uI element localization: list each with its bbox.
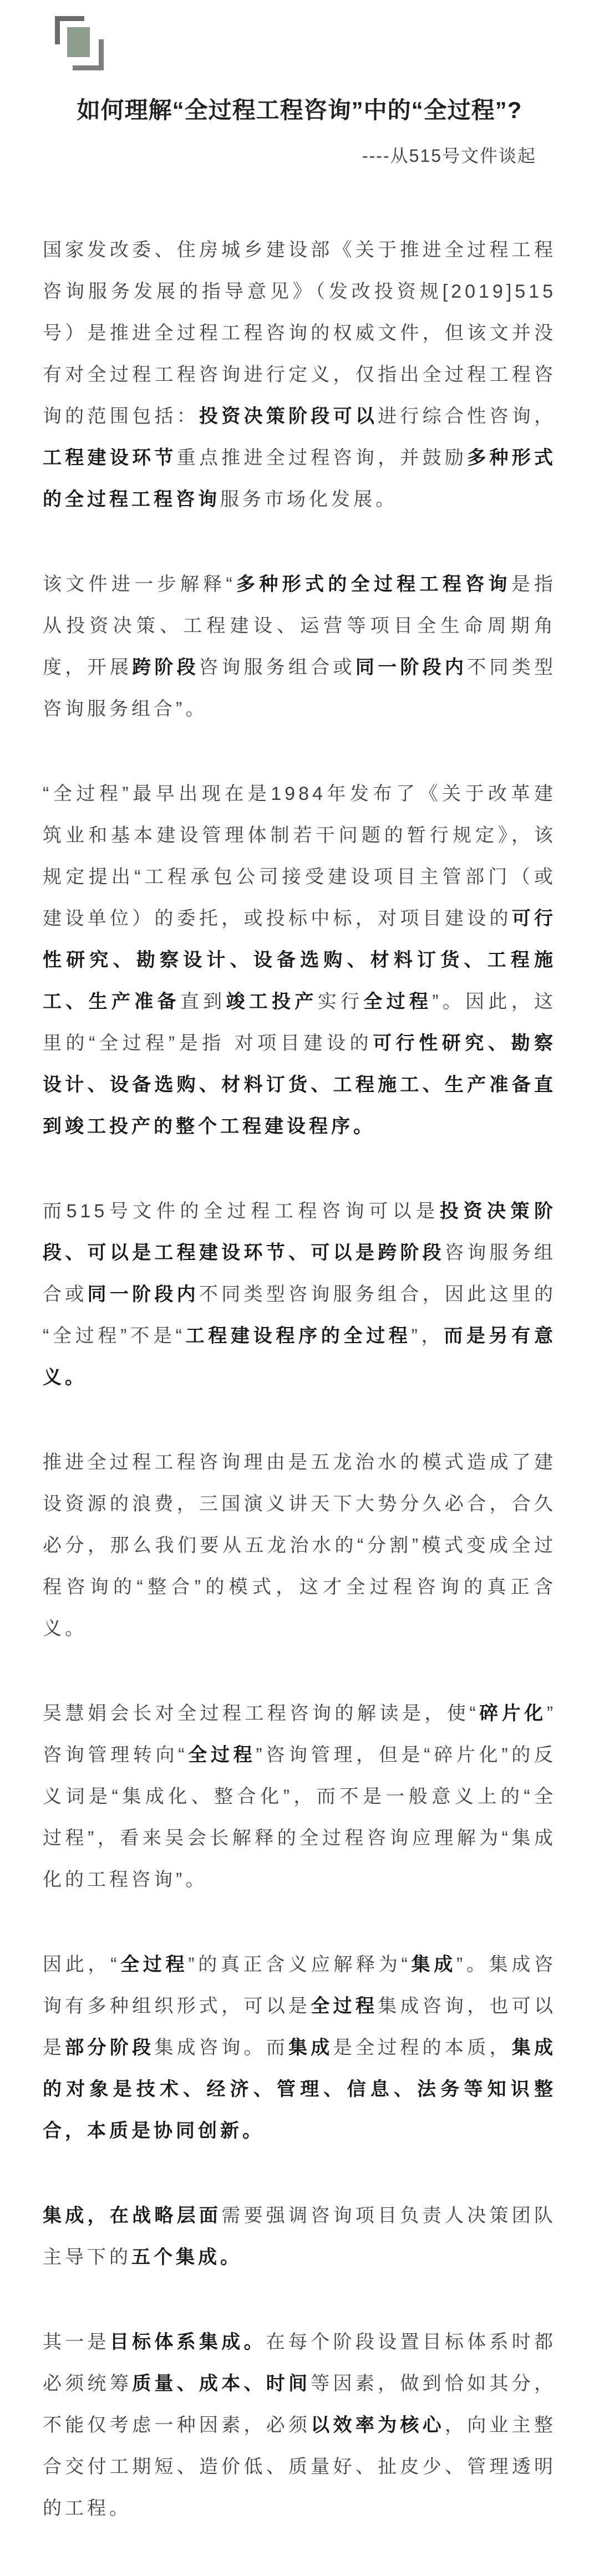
bold-text-run: 集成，在战略层面 [43,2205,222,2226]
paragraph [43,1191,556,1399]
bold-text-run: 质量、成本、时间 [132,2373,311,2394]
text-run: 是全过程的本质， [333,2037,512,2058]
page-title: 如何理解“全过程工程咨询”中的“全过程”? [77,97,522,123]
text-run: 吴慧娟会长对全过程工程咨询的解读是，使“ [43,1702,479,1724]
text-run: 国家发改委、住房城乡建设部《关于推进全过程工程咨询服务发展的指导意见》（发改投资规[2019]515号）是推进全过程工程咨询的权威文件，但该文并没有对全过程工程咨询进行定义，仅指出全过程工程咨询的范围包括： [43,239,556,427]
logo-bracket-bottom-right-icon [73,39,104,70]
text-run: 因此，“ [43,1953,120,1975]
paragraph [43,1693,556,1901]
paragraph [43,2322,556,2529]
bold-text-run: 同一阶段内 [87,1283,199,1305]
bold-text-run: 可行性研究、勘察设计、设备选购、材料订货、工程施工、生产准备 [43,907,557,1012]
text-run: 是指从投资决策、工程建设、运营等项目全生命周期角度，开展 [43,573,557,678]
text-run: 咨询服务组合或 [43,1242,557,1305]
paragraph [43,773,556,1147]
brand-logo [55,16,105,72]
article-body [43,229,556,2529]
text-run: 需要强调咨询项目负责人决策团队主导下的 [43,2205,557,2268]
bold-text-run: 碎片化 [479,1702,547,1724]
bold-text-run: 工程建设环节 [43,447,177,468]
text-run: 进行综合性咨询， [378,405,557,427]
bold-text-run: 工程建设程序的全过程 [185,1325,412,1346]
bold-text-run: 全过程 [187,1744,256,1766]
bold-text-run: 投资决策阶段、可以是工程建设环节、可以是跨阶段 [43,1200,557,1263]
paragraph [43,1442,556,1650]
text-run: ”咨询管理，但是“碎片化”的反义词是“集成化、整合化”，而不是一般意义上的“全过程”，看来吴会长解释的全过程咨询应理解为“集成化的工程咨询”。 [43,1744,557,1890]
text-run: 在每个阶段设置目标体系时都必须统筹 [43,2331,557,2394]
text-run: ”， [411,1325,444,1346]
bold-text-run: 跨阶段 [132,656,199,678]
bold-text-run: 多种形式的全过程工程咨询 [43,447,557,510]
paragraph [43,229,556,521]
text-run: 等因素，做到恰如其分，不能仅考虑一种因素，必须 [43,2373,557,2436]
text-run: 集成咨询。而 [154,2037,289,2058]
bold-text-run: 部分阶段 [65,2037,155,2058]
bold-text-run: 可行性研究、勘察设计、设备选购、材料订货、工程施工、生产准备直到竣工投产的整个工程建设程序。 [43,1032,557,1137]
text-run: ”。因此，这里的“全过程”是指 对项目建设的 [43,991,557,1054]
bold-text-run: 多种形式的全过程工程咨询 [235,573,511,595]
bold-text-run: 全过程 [120,1953,189,1975]
bold-text-run: 以效率为核心 [311,2414,445,2436]
text-run: 不同类型咨询服务组合”。 [43,656,557,720]
bold-text-run: 目标体系集成。 [109,2331,266,2353]
text-run: ”的真正含义应解释为“ [188,1953,411,1975]
bold-text-run: 五个集成。 [131,2246,242,2268]
bold-text-run: 集成 [410,1953,456,1975]
text-run: 而515号文件的全过程工程咨询可以是 [43,1200,440,1222]
bold-text-run: 同一阶段内 [355,656,468,678]
text-run: ”咨询管理转向“ [43,1702,557,1766]
bold-text-run: 投资决策阶段可以 [199,405,378,427]
paragraph [43,564,556,730]
bold-text-run: 集成的对象是技术、经济、管理、信息、法务等知识整合，本质是协同创新。 [43,2037,557,2141]
text-run: 直到 [180,991,226,1012]
text-run: ，向业主整合交付工期短、造价低、质量好、扯皮少、管理透明的工程。 [43,2414,557,2519]
text-run: 不同类型咨询服务组合，因此这里的“全过程”不是“ [43,1283,557,1346]
text-run: 实行 [317,991,364,1012]
text-run: 服务市场化发展。 [220,488,398,510]
bold-text-run: 集成 [288,2037,333,2058]
bold-text-run: 竣工投产 [226,991,318,1012]
text-run: 推进全过程工程咨询理由是五龙治水的模式造成了建设资源的浪费，三国演义讲天下大势分久必合，合久必分，那么我们要从五龙治水的“分割”模式变成全过程咨询的“整合”的模式，这才全过程咨询的真正含义。 [43,1451,556,1639]
text-run: 其一是 [43,2331,110,2353]
bold-text-run: 全过程 [311,1995,378,2017]
bold-text-run: 全过程 [363,991,433,1012]
paragraph [43,2195,556,2278]
paragraph [43,1944,556,2152]
text-run: “全过程”最早出现在是1984年发布了《关于改革建筑业和基本建设管理体制若干问题的暂行规定》，该规定提出“工程承包公司接受建设项目主管部门（或建设单位）的委托，或投标中标，对项目建设的 [43,783,556,929]
bold-text-run: 而是另有意义。 [43,1325,557,1388]
text-run: 重点推进全过程咨询，并鼓励 [176,447,468,468]
text-run: 咨询服务组合或 [199,656,356,678]
text-run: ”。集成咨询有多种组织形式，可以是 [43,1953,557,2017]
text-run: 集成咨询，也可以是 [43,1995,557,2058]
page-subtitle: ----从515号文件谈起 [362,145,536,166]
text-run: 该文件进一步解释“ [43,573,236,595]
